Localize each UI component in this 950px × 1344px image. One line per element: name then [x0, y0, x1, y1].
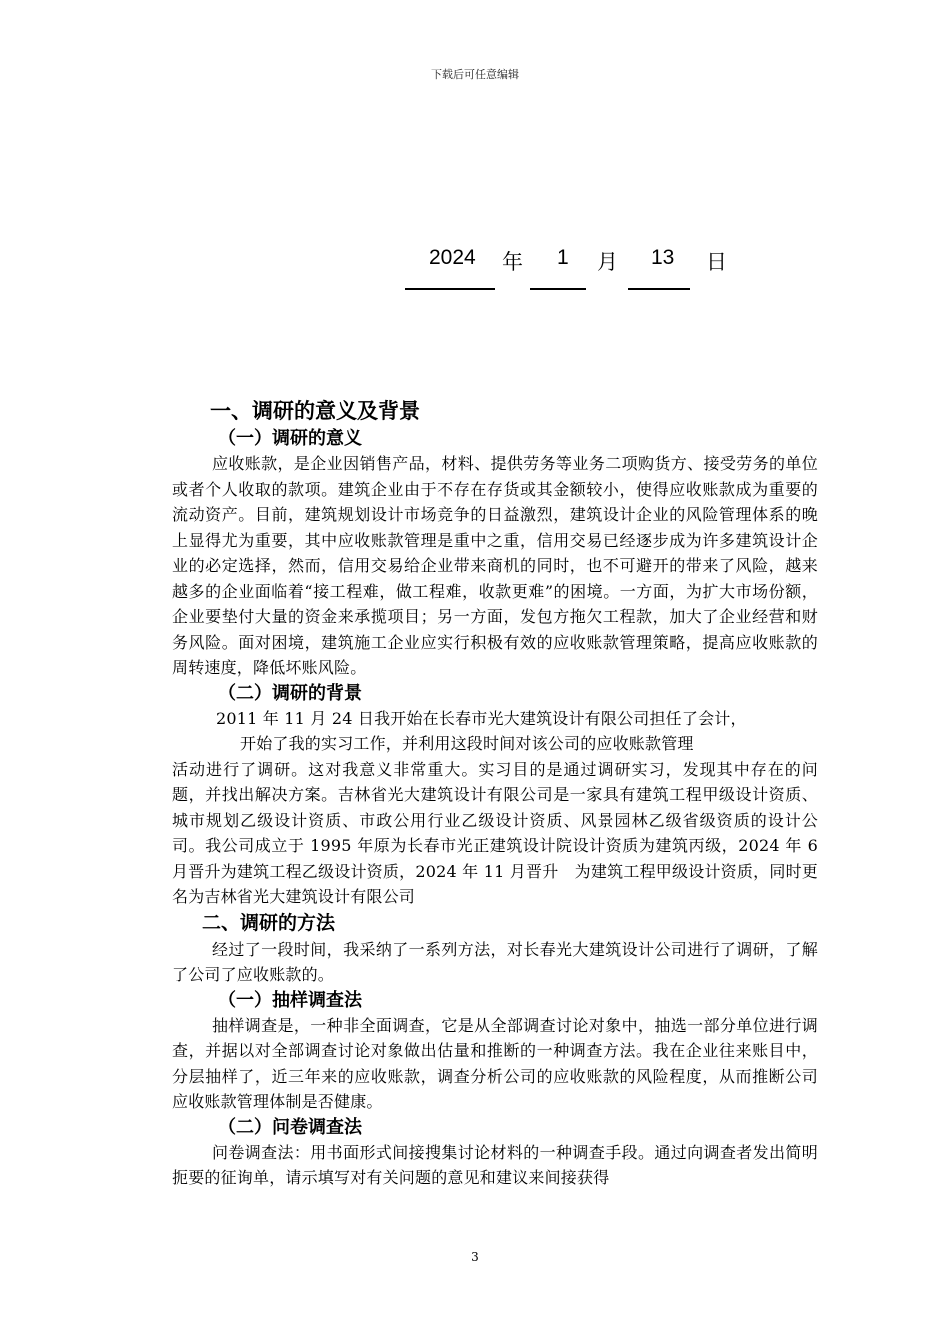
section1-sub2-line2: 开始了我的实习工作，并利用这段时间对该公司的应收账款管理: [240, 734, 694, 753]
section2-sub1-title: （一）抽样调查法: [218, 989, 362, 1011]
section2-sub2-paragraph: 问卷调查法：用书面形式间接搜集讨论材料的一种调查手段。通过向调查者发出简明扼要的征询单，请示填写对有关问题的意见和建议来间接获得: [172, 1142, 818, 1187]
section2-sub1-paragraph: 抽样调查是，一种非全面调查，它是从全部调查讨论对象中，抽选一部分单位进行调查，并据以对全部调查讨论对象做出估量和推断的一种调查方法。我在企业往来账目中，分层抽样了，近三年来的应收账款，调查分析公司的应收账款的风险程度，从而推断公司应收账款管理体制是否健康。: [172, 1015, 818, 1111]
section2-intro: 经过了一段时间，我采纳了一系列方法，对长春光大建筑设计公司进行了调研，了解了公司了应收账款的。: [172, 939, 818, 984]
section1-sub2-line1: 2011 年 11 月 24 日我开始在长春市光大建筑设计有限公司担任了会计，: [216, 708, 747, 728]
date-year-unit: 年: [502, 251, 523, 274]
date-year: 2024: [429, 246, 476, 269]
section1-sub2-paragraph: 活动进行了调研。这对我意义非常重大。实习目的是通过调研实习，发现其中存在的问题，并找出解决方案。吉林省光大建筑设计有限公司是一家具有建筑工程甲级设计资质、城市规划乙级设计资质、市政公用行业乙级设计资质、风景园林乙级省级资质的设计公司。我公司成立于 1995 年原为长春市光正建筑设计院设计资质为建筑丙级，2024 年 6 月晋升为建筑工程乙级设计资质，2024 年 11 月晋升 为建筑工程甲级设计资质，同时更名为吉林省光大建筑设计有限公司: [172, 759, 818, 906]
section1-title: 一、调研的意义及背景: [210, 399, 420, 423]
document-body: [172, 396, 818, 1191]
year-underline: [405, 288, 495, 290]
section2-sub2-title: （二）问卷调查法: [218, 1116, 362, 1138]
section1-sub1-title: （一）调研的意义: [218, 428, 362, 449]
date-day-unit: 日: [706, 251, 727, 274]
page-number: 3: [471, 1250, 479, 1264]
date-month-unit: 月: [597, 251, 618, 274]
day-underline: [628, 288, 690, 290]
section1-sub1-paragraph: 应收账款，是企业因销售产品，材料、提供劳务等业务二项购货方、接受劳务的单位或者个人收取的款项。建筑企业由于不存在存货或其金额较小，使得应收账款成为重要的流动资产。目前，建筑规划设计市场竞争的日益激烈，建筑设计企业的风险管理体系的晚上显得尤为重要，其中应收账款管理是重中之重，信用交易已经逐步成为许多建筑设计企业的必定选择，然而，信用交易给企业带来商机的同时，也不可避开的带来了风险，越来越多的企业面临着“接工程难，做工程难，收款更难”的困境。一方面，为扩大市场份额，企业要垫付大量的资金来承揽项目；另一方面，发包方拖欠工程款，加大了企业经营和财务风险。面对困境，建筑施工企业应实行积极有效的应收账款管理策略，提高应收账款的周转速度，降低坏账风险。: [172, 454, 818, 677]
page-header: 下载后可任意编辑: [431, 68, 519, 81]
section2-title: 二、调研的方法: [202, 911, 336, 934]
section1-sub2-title: （二）调研的背景: [218, 682, 362, 704]
month-underline: [530, 288, 586, 290]
date-month: 1: [557, 246, 569, 269]
date-day: 13: [651, 246, 675, 269]
